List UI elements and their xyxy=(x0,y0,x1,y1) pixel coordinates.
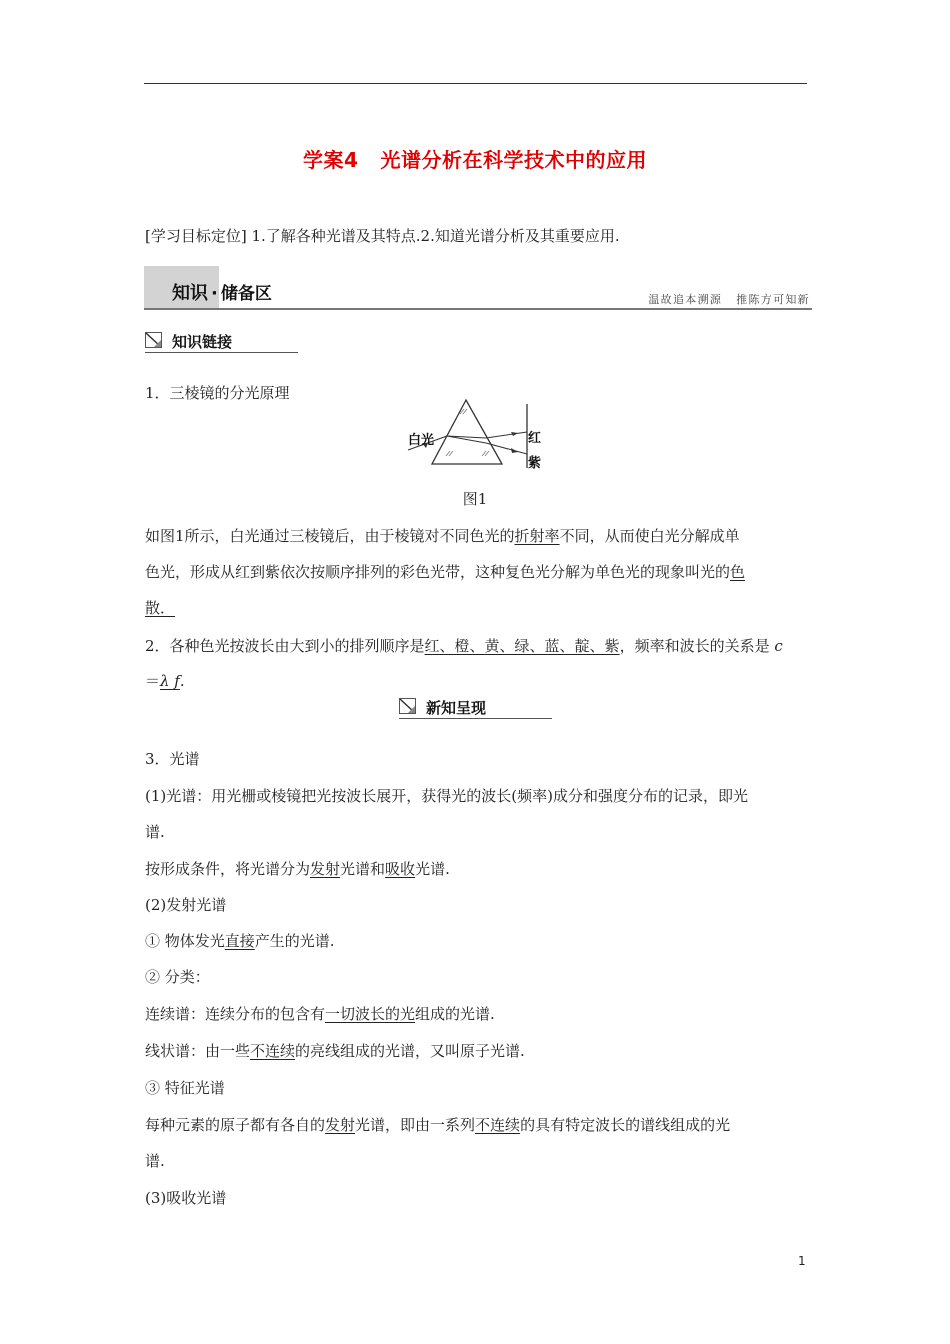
section-marker-icon xyxy=(145,332,162,348)
figure-caption: 图1 xyxy=(462,490,488,508)
red-ray xyxy=(486,432,527,438)
para-3-9-line-2: 谱. xyxy=(145,1152,165,1170)
section-banner: 知识 · 储备区 xyxy=(172,283,272,304)
para-3-4: ① 物体发光直接产生的光谱. xyxy=(145,932,335,950)
item-2-line-2: ＝λ f. xyxy=(145,672,185,690)
section-heading-new-knowledge: 新知呈现 xyxy=(426,699,487,717)
section-marker-icon xyxy=(399,698,416,714)
para-3-7: 线状谱：由一些不连续的亮线组成的光谱，又叫原子光谱. xyxy=(145,1042,525,1060)
banner-rule xyxy=(144,308,812,310)
banner-motto: 温故追本溯源 推陈方可知新 xyxy=(648,293,810,306)
item-3: 3．光谱 xyxy=(145,750,200,768)
section-heading-knowledge-link: 知识链接 xyxy=(172,333,233,351)
para-3-9-line-1: 每种元素的原子都有各自的发射光谱，即由一系列不连续的具有特定波长的谱线组成的光 xyxy=(145,1116,731,1134)
learning-objectives: [学习目标定位] 1.了解各种光谱及其特点.2.知道光谱分析及其重要应用. xyxy=(145,227,620,245)
paragraph-1-line-3: 散． xyxy=(145,599,176,617)
section-rule xyxy=(145,352,298,353)
para-3-5: ② 分类： xyxy=(145,968,210,986)
para-3-1-line-2: 谱. xyxy=(145,823,165,841)
page-title: 学案4 光谱分析在科学技术中的应用 xyxy=(303,148,647,172)
section-rule xyxy=(399,718,552,719)
para-3-2: 按形成条件，将光谱分为发射光谱和吸收光谱. xyxy=(145,860,450,878)
page-number: 1 xyxy=(798,1254,806,1268)
paragraph-1-line-2: 色光，形成从红到紫依次按顺序排列的彩色光带，这种复色光分解为单色光的现象叫光的色 xyxy=(145,563,746,581)
para-3-10: (3)吸收光谱 xyxy=(145,1189,227,1207)
para-3-3: (2)发射光谱 xyxy=(145,896,227,914)
header-rule xyxy=(144,83,807,84)
label-red: 红 xyxy=(528,431,542,446)
item-2-line-1: 2．各种色光按波长由大到小的排列顺序是红、橙、黄、绿、蓝、靛、紫，频率和波长的关系是 c xyxy=(145,637,783,655)
para-3-8: ③ 特征光谱 xyxy=(145,1079,225,1097)
item-1: 1．三棱镜的分光原理 xyxy=(145,384,290,402)
label-violet: 紫 xyxy=(528,456,542,471)
label-white-light: 白光 xyxy=(408,433,435,448)
para-3-1-line-1: (1)光谱：用光栅或棱镜把光按波长展开，获得光的波长(频率)成分和强度分布的记录，即光 xyxy=(145,787,748,805)
para-3-6: 连续谱：连续分布的包含有一切波长的光组成的光谱. xyxy=(145,1005,495,1023)
paragraph-1-line-1: 如图1所示，白光通过三棱镜后，由于棱镜对不同色光的折射率不同，从而使白光分解成单 xyxy=(145,527,740,545)
